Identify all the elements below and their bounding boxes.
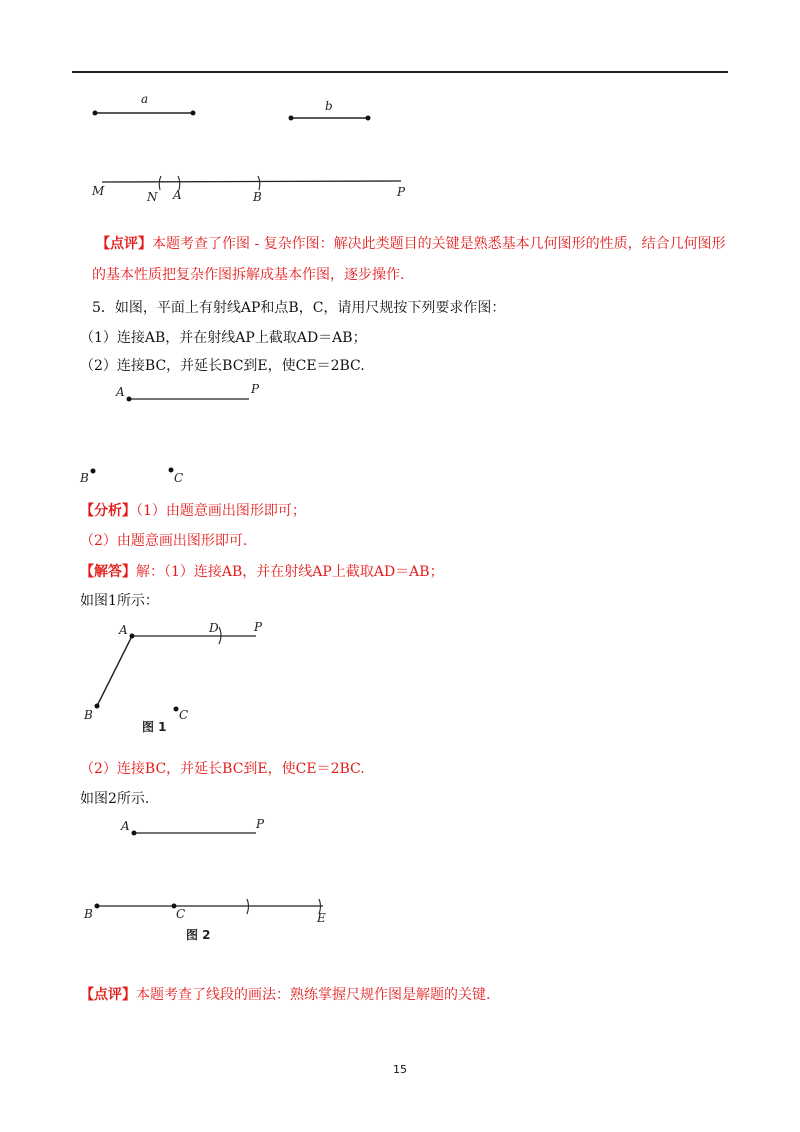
label-b: B <box>80 471 89 485</box>
label-a: A <box>119 623 128 637</box>
solution-line2: （2）连接BC，并延长BC到E，使CE＝2BC. <box>80 761 365 777</box>
review-tag: 【点评】 <box>96 236 152 252</box>
label-b: B <box>84 907 93 921</box>
label-p: P <box>251 382 260 396</box>
figure1-intro: 如图1所示： <box>80 593 159 609</box>
review-tag: 【点评】 <box>80 987 136 1003</box>
segment-b-label: b <box>325 99 333 113</box>
label-n: N <box>147 190 158 204</box>
label-a: A <box>116 385 125 399</box>
problem5-stem: 5．如图，平面上有射线AP和点B，C，请用尺规按下列要求作图： <box>92 300 506 316</box>
figure2-caption: 图 2 <box>186 928 211 942</box>
point-a <box>132 831 137 836</box>
analysis-tag: 【分析】 <box>80 503 136 519</box>
page-number: 15 <box>393 1063 407 1076</box>
analysis-line1: 【分析】（1）由题意画出图形即可； <box>80 503 306 519</box>
figure2-intro: 如图2所示. <box>80 791 150 807</box>
review1-line1: 【点评】本题考查了作图 - 复杂作图：解决此类题目的关键是熟悉基本几何图形的性质，结合几何图形 <box>96 236 726 252</box>
label-p: P <box>256 817 265 831</box>
solution-tag: 【解答】 <box>80 564 136 580</box>
solution-line1: 【解答】解：（1）连接AB，并在射线AP上截取AD＝AB； <box>80 564 444 580</box>
label-d: D <box>209 621 219 635</box>
segment-a-label: a <box>141 92 149 106</box>
label-p: P <box>254 620 263 634</box>
label-e: E <box>317 911 326 925</box>
label-b: B <box>84 708 93 722</box>
problem5-req2: （2）连接BC，并延长BC到E，使CE＝2BC. <box>80 358 365 374</box>
label-a: A <box>121 819 130 833</box>
point-b <box>95 904 100 909</box>
label-a: A <box>173 188 182 202</box>
figure1-caption: 图 1 <box>142 720 167 734</box>
analysis-line2: （2）由题意画出图形即可. <box>80 533 248 549</box>
label-c: C <box>176 907 186 921</box>
review2: 【点评】本题考查了线段的画法：熟练掌握尺规作图是解题的关键. <box>80 987 491 1003</box>
review1-line2: 的基本性质把复杂作图拆解成基本作图，逐步操作. <box>92 267 405 283</box>
label-m: M <box>92 184 105 198</box>
label-b: B <box>253 190 262 204</box>
label-c: C <box>174 471 184 485</box>
label-c: C <box>179 708 189 722</box>
label-p: P <box>397 185 406 199</box>
problem5-req1: （1）连接AB，并在射线AP上截取AD＝AB； <box>80 330 367 346</box>
